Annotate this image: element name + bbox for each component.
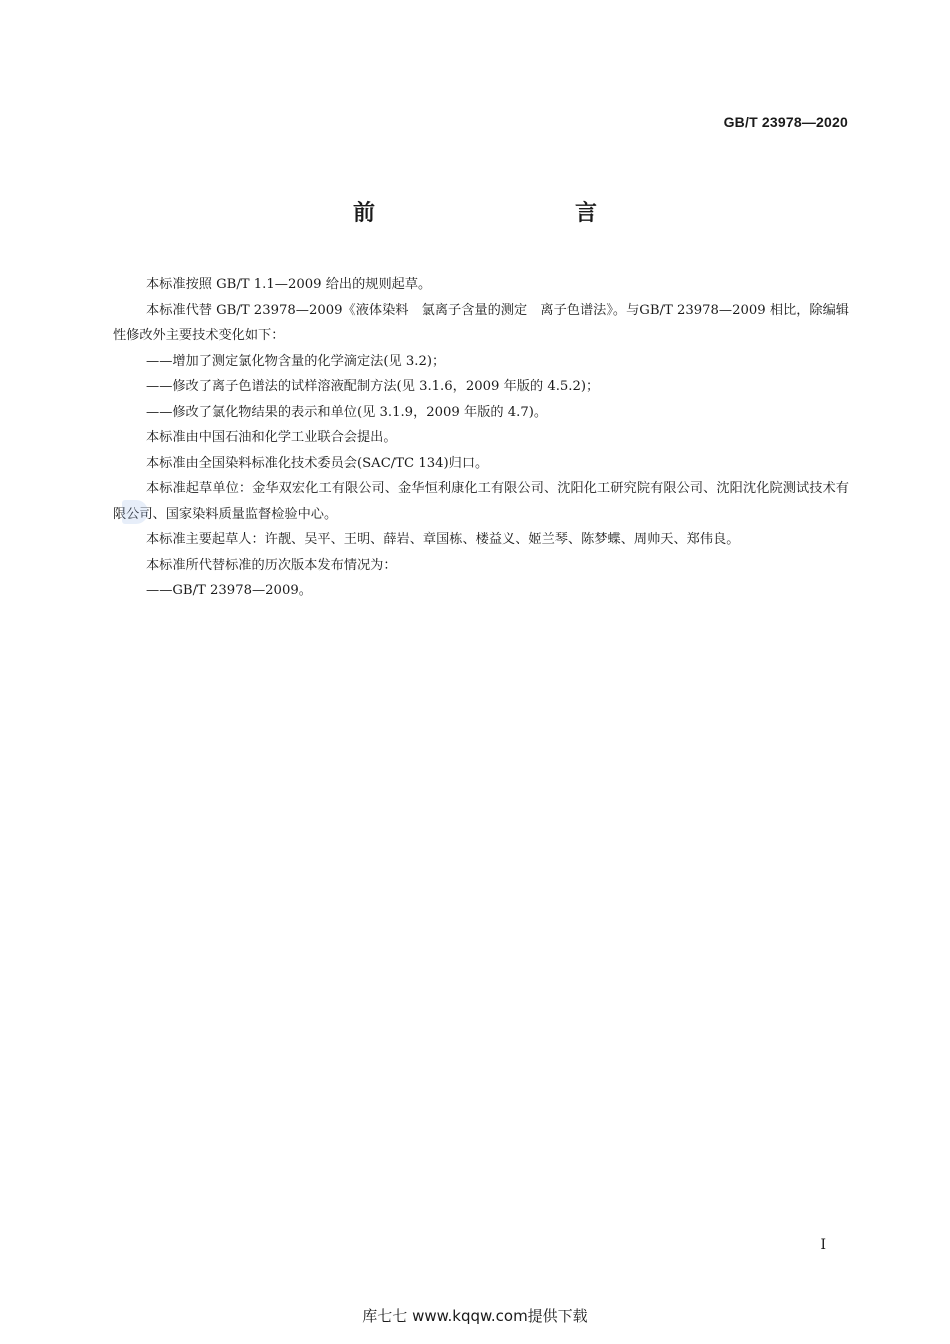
- download-footer: 库七七 www.kqqw.com提供下载: [362, 1307, 588, 1325]
- change-item-result-units: ——修改了氯化物结果的表示和单位(见 3.1.9，2009 年版的 4.7)。: [146, 404, 548, 420]
- paragraph-replaces: 本标准代替 GB/T 23978—2009《液体染料 氯离子含量的测定 离子色谱法》。与GB/T 23978—2009 相比，除编辑性修改外主要技术变化如下：: [113, 302, 849, 343]
- paragraph-history-intro: 本标准所代替标准的历次版本发布情况为：: [146, 557, 397, 573]
- page-number: I: [820, 1237, 826, 1253]
- page-title: 前 言: [352, 201, 649, 226]
- paragraph-proposed-by: 本标准由中国石油和化学工业联合会提出。: [146, 430, 397, 445]
- paragraph-drafting-units: 本标准起草单位：金华双宏化工有限公司、金华恒利康化工有限公司、沈阳化工研究院有限公司、沈阳沈化院测试技术有限公司、国家染料质量监督检验中心。: [113, 481, 849, 522]
- watermark-mark: [122, 500, 148, 524]
- paragraph-drafting-rules: 本标准按照 GB/T 1.1—2009 给出的规则起草。: [146, 277, 432, 292]
- paragraph-centralized-by: 本标准由全国染料标准化技术委员会(SAC/TC 134)归口。: [146, 455, 489, 471]
- history-item: ——GB/T 23978—2009。: [146, 583, 312, 598]
- change-item-titration: ——增加了测定氯化物含量的化学滴定法(见 3.2)；: [146, 353, 446, 369]
- foreword-body: [113, 272, 849, 604]
- standard-code: GB/T 23978—2020: [723, 114, 848, 130]
- change-item-sample-prep: ——修改了离子色谱法的试样溶液配制方法(见 3.1.6，2009 年版的 4.5.2)；: [146, 379, 600, 394]
- paragraph-drafters: 本标准主要起草人：许靓、吴平、王明、薛岩、章国栋、楼益义、姬兰琴、陈梦蝶、周帅天、郑伟良。: [146, 532, 740, 547]
